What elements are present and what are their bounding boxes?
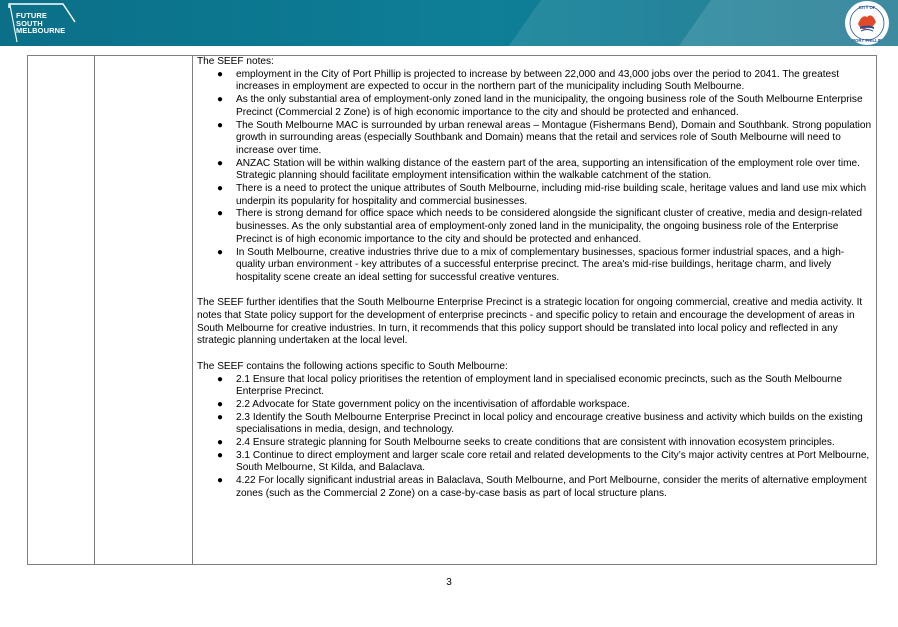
logo-line: SOUTH bbox=[16, 18, 43, 28]
bullet-icon: ● bbox=[217, 449, 224, 461]
seef-actions-list bbox=[197, 374, 872, 501]
list-item-text: In South Melbourne, creative industries thrive due to a mix of complementary businesses, spacious former industrial spaces, and a high-quality urban environment - key attributes of a successful enterprise precinct. The area's mid-rise buildings, heritage charm, and lively hospitality scene create an ideal setting for successful creative ventures. bbox=[236, 246, 845, 283]
bullet-icon: ● bbox=[217, 208, 224, 220]
list-item bbox=[197, 183, 872, 208]
bullet-icon: ● bbox=[217, 373, 224, 385]
logo-line: FUTURE bbox=[16, 11, 48, 20]
list-item bbox=[197, 374, 872, 399]
column-divider bbox=[94, 56, 95, 564]
list-item-text: 2.2 Advocate for State government policy on the incentivisation of affordable workspace. bbox=[236, 398, 630, 410]
seef-notes-heading: The SEEF notes: bbox=[197, 56, 274, 67]
list-item-text: 2.1 Ensure that local policy prioritises the retention of employment land in specialised economic precincts, such as the South Melbourne Enterprise Precinct. bbox=[236, 373, 842, 398]
bullet-icon: ● bbox=[217, 157, 224, 169]
list-item-text: 2.3 Identify the South Melbourne Enterprise Precinct in local policy and encourage creative business and activity which builds on the existing specialisations in media, design, and technology. bbox=[236, 411, 863, 436]
bullet-icon: ● bbox=[217, 246, 224, 258]
svg-text:PORT PHILLIP: PORT PHILLIP bbox=[852, 38, 882, 43]
list-item bbox=[197, 475, 872, 500]
bullet-icon: ● bbox=[217, 94, 224, 106]
logo-line: MELBOURNE bbox=[16, 26, 66, 36]
list-item-text: 3.1 Continue to direct employment and larger scale core retail and related developments to the City’s major activity centres at Port Melbourne, South Melbourne, St Kilda, and Balaclava. bbox=[236, 449, 870, 474]
header-banner bbox=[0, 0, 898, 46]
seef-notes-list bbox=[197, 69, 872, 285]
list-item bbox=[197, 450, 872, 475]
table-cell-text bbox=[197, 56, 872, 501]
list-item bbox=[197, 120, 872, 158]
list-item-text: There is strong demand for office space which needs to be considered alongside the significant cluster of creative, media and design-related businesses. As the only substantial area of employment-only zoned land in the municipality, the ongoing business role of the Enterprise Precinct is of high economic importance to the city and should be protected and enhanced. bbox=[236, 208, 862, 245]
column-divider bbox=[192, 56, 193, 564]
list-item-text: ANZAC Station will be within walking distance of the eastern part of the area, supporting an intensification of the employment role over time. Strategic planning should facilitate employment intensification within the walkable catchment of the station. bbox=[236, 157, 860, 182]
bullet-icon: ● bbox=[217, 183, 224, 195]
seef-actions-heading: The SEEF contains the following actions specific to South Melbourne: bbox=[197, 360, 508, 372]
list-item-text: 2.4 Ensure strategic planning for South Melbourne seeks to create conditions that are consistent with innovation ecosystem principles. bbox=[236, 437, 835, 449]
bullet-icon: ● bbox=[217, 411, 224, 423]
svg-text:CITY OF: CITY OF bbox=[858, 5, 876, 10]
list-item-text: The South Melbourne MAC is surrounded by urban renewal areas – Montague (Fishermans Bend), Domain and Southbank. Strong population growth in surrounding areas (especially Southbank and Domain) means that the retail and services role of South Melbourne will need to increase over time. bbox=[236, 119, 872, 156]
list-item bbox=[197, 208, 872, 246]
bullet-icon: ● bbox=[217, 475, 224, 487]
list-item-text: employment in the City of Port Phillip is projected to increase by between 22,000 and 43,000 jobs over the period to 2041. The greatest increases in employment are expected to occur in the northern part of the municipality including South Melbourne. bbox=[236, 68, 840, 93]
seal-icon bbox=[844, 0, 890, 46]
bullet-icon: ● bbox=[217, 398, 224, 410]
list-item-text: As the only substantial area of employment-only zoned land in the municipality, the ongoing business role of the South Melbourne Enterprise Precinct (Commercial 2 Zone) is of high economic importance to the city and should be protected and enhanced. bbox=[236, 94, 863, 118]
list-item-text: There is a need to protect the unique attributes of South Melbourne, including mid-rise building scale, heritage values and land use mix which underpin its popularity for hospitality and commercial businesses. bbox=[236, 183, 867, 207]
list-item bbox=[197, 412, 872, 437]
list-item bbox=[197, 247, 872, 285]
seef-further-paragraph: The SEEF further identifies that the South Melbourne Enterprise Precinct is a strategic location for ongoing commercial, creative and media activity. It notes that State policy support for the development of enterprise precincts - and specific policy to retain and encourage the development of areas in South Melbourne for creative industries. In turn, it recommends that this policy support should be translated into local policy and reflected in any strategic planning undertaken at the local level. bbox=[197, 297, 863, 347]
list-item bbox=[197, 399, 872, 412]
list-item bbox=[197, 69, 872, 94]
list-item bbox=[197, 94, 872, 119]
bullet-icon: ● bbox=[217, 68, 224, 80]
list-item bbox=[197, 158, 872, 183]
bullet-icon: ● bbox=[217, 437, 224, 449]
list-item bbox=[197, 437, 872, 450]
list-item-text: 4.22 For locally significant industrial areas in Balaclava, South Melbourne, and Port Melbourne, consider the merits of alternative employment zones (such as the Commercial 2 Zone) on a case-by-case basis as part of local structure plans. bbox=[236, 475, 867, 499]
page-number: 3 bbox=[446, 577, 452, 588]
city-of-port-phillip-seal bbox=[844, 0, 890, 46]
bullet-icon: ● bbox=[217, 119, 224, 131]
future-south-melbourne-logo bbox=[7, 2, 79, 44]
